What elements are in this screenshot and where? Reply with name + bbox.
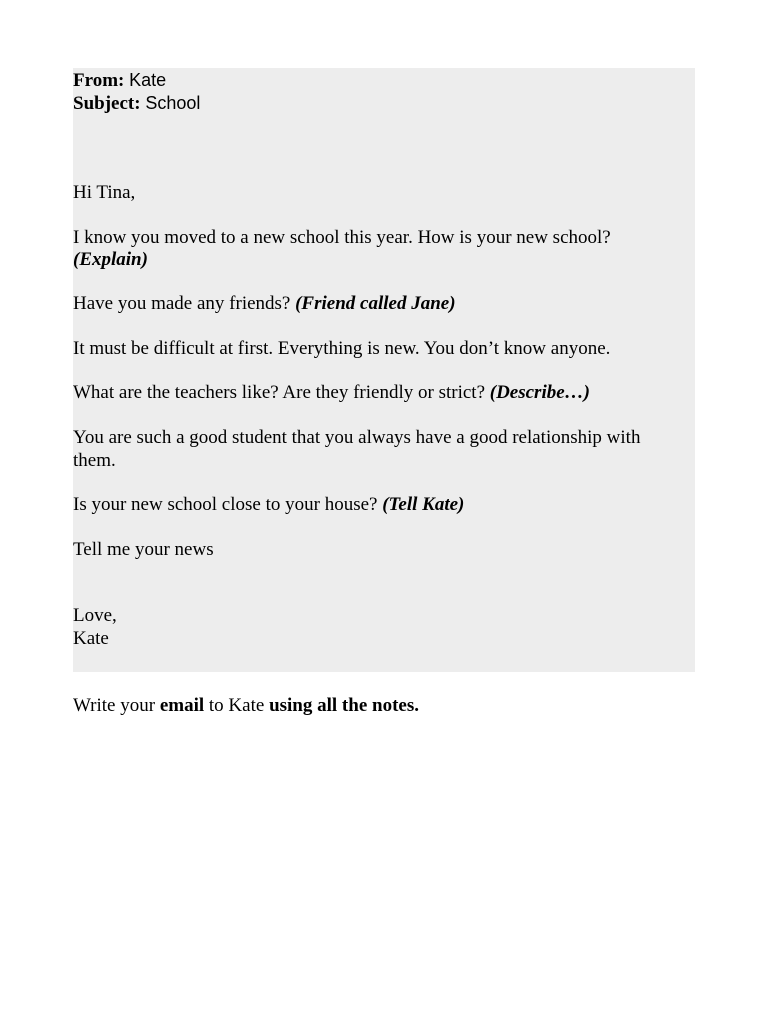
instruction-part-2: email (159, 695, 205, 716)
paragraph-4-note: (Describe…) (489, 382, 590, 403)
paragraph-4 (73, 382, 590, 404)
paragraph-6-note: (Tell Kate) (382, 494, 465, 515)
subject-value: School (145, 93, 201, 113)
paragraph-7: Tell me your news (73, 539, 214, 560)
paragraph-1-note: (Explain) (73, 249, 148, 270)
paragraph-6 (73, 494, 464, 516)
paragraph-5-line-1: You are such a good student that you always have a good relationship with (73, 427, 641, 448)
paragraph-2-text: Have you made any friends? (73, 293, 291, 314)
paragraph-4-text: What are the teachers like? Are they friendly or strict? (73, 382, 485, 403)
paragraph-6-text: Is your new school close to your house? (73, 494, 378, 515)
greeting: Hi Tina, (73, 182, 136, 203)
instruction (73, 695, 419, 717)
signature: Kate (73, 628, 109, 649)
from-label: From: (73, 70, 125, 91)
paragraph-3: It must be difficult at first. Everything is new. You don’t know anyone. (73, 338, 611, 359)
paragraph-1-line-1: I know you moved to a new school this year. How is your new school? (73, 227, 611, 248)
signoff: Love, (73, 605, 117, 626)
paragraph-2 (73, 293, 456, 315)
instruction-part-1: Write your (73, 695, 160, 716)
subject-label: Subject: (73, 93, 141, 114)
from-value: Kate (129, 70, 167, 90)
instruction-part-3: to Kate (204, 695, 270, 716)
email-box (73, 68, 695, 672)
subject-line (73, 92, 200, 115)
paragraph-5-line-2: them. (73, 450, 116, 471)
instruction-part-4: using all the notes. (269, 695, 419, 716)
from-line (73, 69, 166, 92)
paragraph-2-note: (Friend called Jane) (295, 293, 456, 314)
